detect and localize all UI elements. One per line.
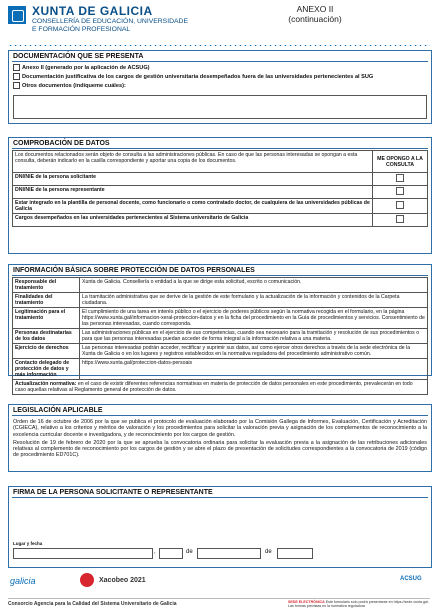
xacobeo-logo: Xacobeo 2021: [99, 577, 146, 584]
legislacion-paragraph: Resolución de 19 de febrero de 2020 por la que se aprueba la convocatoria ordinaria para solicitar la evaluación previa a la asignación de las retribuciones adicionales relativas al complemento de reconocimiento por los cargos de gestión y se abre el plazo de presentación de solicitudes correspondientes a la convocatoria de 2019 (código de procedimiento ED701C).: [13, 439, 427, 459]
anio-input[interactable]: [277, 548, 313, 559]
label-destinatarias: Personas destinatarias de los datos: [13, 329, 80, 344]
checkbox[interactable]: [13, 73, 20, 80]
checkbox[interactable]: [13, 82, 20, 89]
col-header-oponerse: ME OPONGO A LA CONSULTA: [373, 151, 428, 173]
section-comprobacion: [8, 137, 432, 254]
text-destinatarias: Las administraciones públicas en el ejercicio de sus competencias, cuando sea necesario para la tramitación y resolución de sus procedimientos o para que las personas interesadas puedan acceder de forma integral a la información relativa a una materia.: [80, 329, 428, 344]
xunta-emblem-icon: [8, 6, 26, 24]
section-legislacion: [8, 404, 432, 472]
oponerse-checkbox[interactable]: [396, 201, 404, 209]
oponerse-checkbox[interactable]: [396, 215, 404, 223]
doc-item-otros: Otros documentos (indíqueme cuáles):: [9, 82, 431, 91]
text-finalidades: La tramitación administrativa que se derive de la gestión de este formulario y la actualización de la información y contenidos de la Carpeta ciudadana.: [80, 293, 428, 308]
actualizacion-normativa: Actualización normativa: en el caso de existir diferentes referencias normativas en materia de protección de datos personales en este procedimiento, prevalecerán en todo caso aquellas relativas al Reglamento general de protección de datos.: [13, 380, 428, 395]
galicia-logo: galicia: [10, 576, 36, 586]
oponerse-checkbox[interactable]: [396, 174, 404, 182]
anexo-title: ANEXO II: [296, 4, 334, 14]
dotted-divider: [8, 44, 430, 47]
otros-documentos-textarea[interactable]: [13, 95, 427, 119]
oponerse-checkbox[interactable]: [396, 187, 404, 195]
label-derechos: Ejercicio de derechos: [13, 344, 80, 359]
section-proteccion-datos: [8, 264, 432, 393]
lugar-input[interactable]: [13, 548, 153, 559]
footer-sede: SEDE ELECTRÓNICA Este formulario solo podrá presentarse en https://sede.xunta.gal. Las formas previstas en la normativa reguladora: [288, 600, 429, 609]
text-responsable: Xunta de Galicia. Consellería o entidad a la que se dirige esta solicitud, escrito o comunicación.: [80, 278, 428, 293]
section-title: FIRMA DE LA PERSONA SOLICITANTE O REPRESENTANTE: [13, 489, 213, 496]
section-firma: FIRMA DE LA PERSONA SOLICITANTE O REPRESENTANTE Lugar y fecha , de de: [8, 486, 432, 568]
label-finalidades: Finalidades del tratamiento: [13, 293, 80, 308]
comprobacion-intro: Los documentos relacionados serán objeto de consulta a las administraciones públicas. En caso de que las personas interesadas se opongan a esta consulta, deberán indicarlo en la casilla correspondiente y aportar una copia de los documentos.: [13, 151, 373, 173]
row-dni-representante: DNI/NIE de la persona representante: [13, 186, 373, 199]
section-title: DOCUMENTACIÓN QUE SE PRESENTA: [13, 53, 144, 60]
legislacion-paragraph: Orden de 16 de octubre de 2006 por la que se publica el protocolo de evaluación elaborado por la Comisión Gallega de Informes, Evaluación, Certificación y Acreditación (CGIECA), relativo a los criterios y méritos de valoración y los procedimientos para solicitar la valoración previa y asignación de los complementos de reconocimiento a la excelencia curricular docente e investigadora, y de reconocimiento por los cargos de gestión.: [13, 419, 427, 438]
comprobacion-table: [12, 150, 428, 227]
logo-title: XUNTA DE GALICIA: [32, 4, 153, 18]
anexo-heading: [270, 4, 360, 24]
anexo-subtitle: (continuación): [288, 14, 342, 24]
xacobeo-icon: [80, 573, 94, 587]
label-legitimacion: Legitimación para el tratamiento: [13, 308, 80, 329]
text-contacto: https://www.xunta.gal/proteccion-datos-persoais: [80, 359, 428, 380]
proteccion-table: [12, 277, 428, 395]
footer-org: Consorcio Agencia para la Calidad del Sistema Universitario de Galicia: [8, 601, 177, 607]
logo-line-1: CONSELLERÍA DE EDUCACIÓN, UNIVERSIDADE: [32, 18, 188, 25]
label-responsable: Responsable del tratamiento: [13, 278, 80, 293]
section-documentacion: [8, 50, 432, 124]
doc-item-justificativa: Documentación justificativa de los cargos de gestión universitaria desempeñados fuera de las universidades pertenecientes al SUG: [9, 73, 431, 82]
row-plantilla: Estar integrado en la plantilla de personal docente, como funcionario o como contratado doctor, de cualquiera de las universidades públicas de Galicia: [13, 199, 373, 214]
checkbox[interactable]: [13, 64, 20, 71]
logo-line-2: E FORMACIÓN PROFESIONAL: [32, 26, 131, 33]
row-cargos: Cargos desempeñados en las universidades pertenecientes al Sistema universitario de Galicia: [13, 214, 373, 227]
section-title: LEGISLACIÓN APLICABLE: [13, 407, 103, 414]
lugar-fecha-label: Lugar y fecha: [13, 541, 43, 546]
acsug-logo: ACSUG: [400, 576, 422, 582]
label-contacto: Contacto delegado de protección de datos y más información: [13, 359, 80, 380]
row-dni-solicitante: DNI/NIE de la persona solicitante: [13, 173, 373, 186]
text-legitimacion: El cumplimiento de una tarea en interés público o el ejercicio de poderes públicos según la normativa recogida en el formulario, en la página https://www.xunta.gal/informacion-xeral-proteccion-datos y en la ficha del procedimiento en la Guía de procedimientos y servicios. Consentimiento de las personas interesadas, cuando corresponda.: [80, 308, 428, 329]
mes-input[interactable]: [197, 548, 261, 559]
dia-input[interactable]: [159, 548, 183, 559]
doc-item-anexo: Anexo II (generado por la aplicación de ACSUG): [9, 64, 431, 73]
section-title: INFORMACIÓN BÁSICA SOBRE PROTECCIÓN DE DATOS PERSONALES: [13, 267, 255, 274]
section-title: COMPROBACIÓN DE DATOS: [13, 140, 110, 147]
xunta-logo: [8, 4, 208, 38]
text-derechos: Las personas interesadas podrán acceder, rectificar y suprimir sus datos, así como ejercer otros derechos a través de la sede electrónica de la Xunta de Galicia o en los lugares y registros establecidos en la normativa reguladora del procedimiento administrativo común.: [80, 344, 428, 359]
